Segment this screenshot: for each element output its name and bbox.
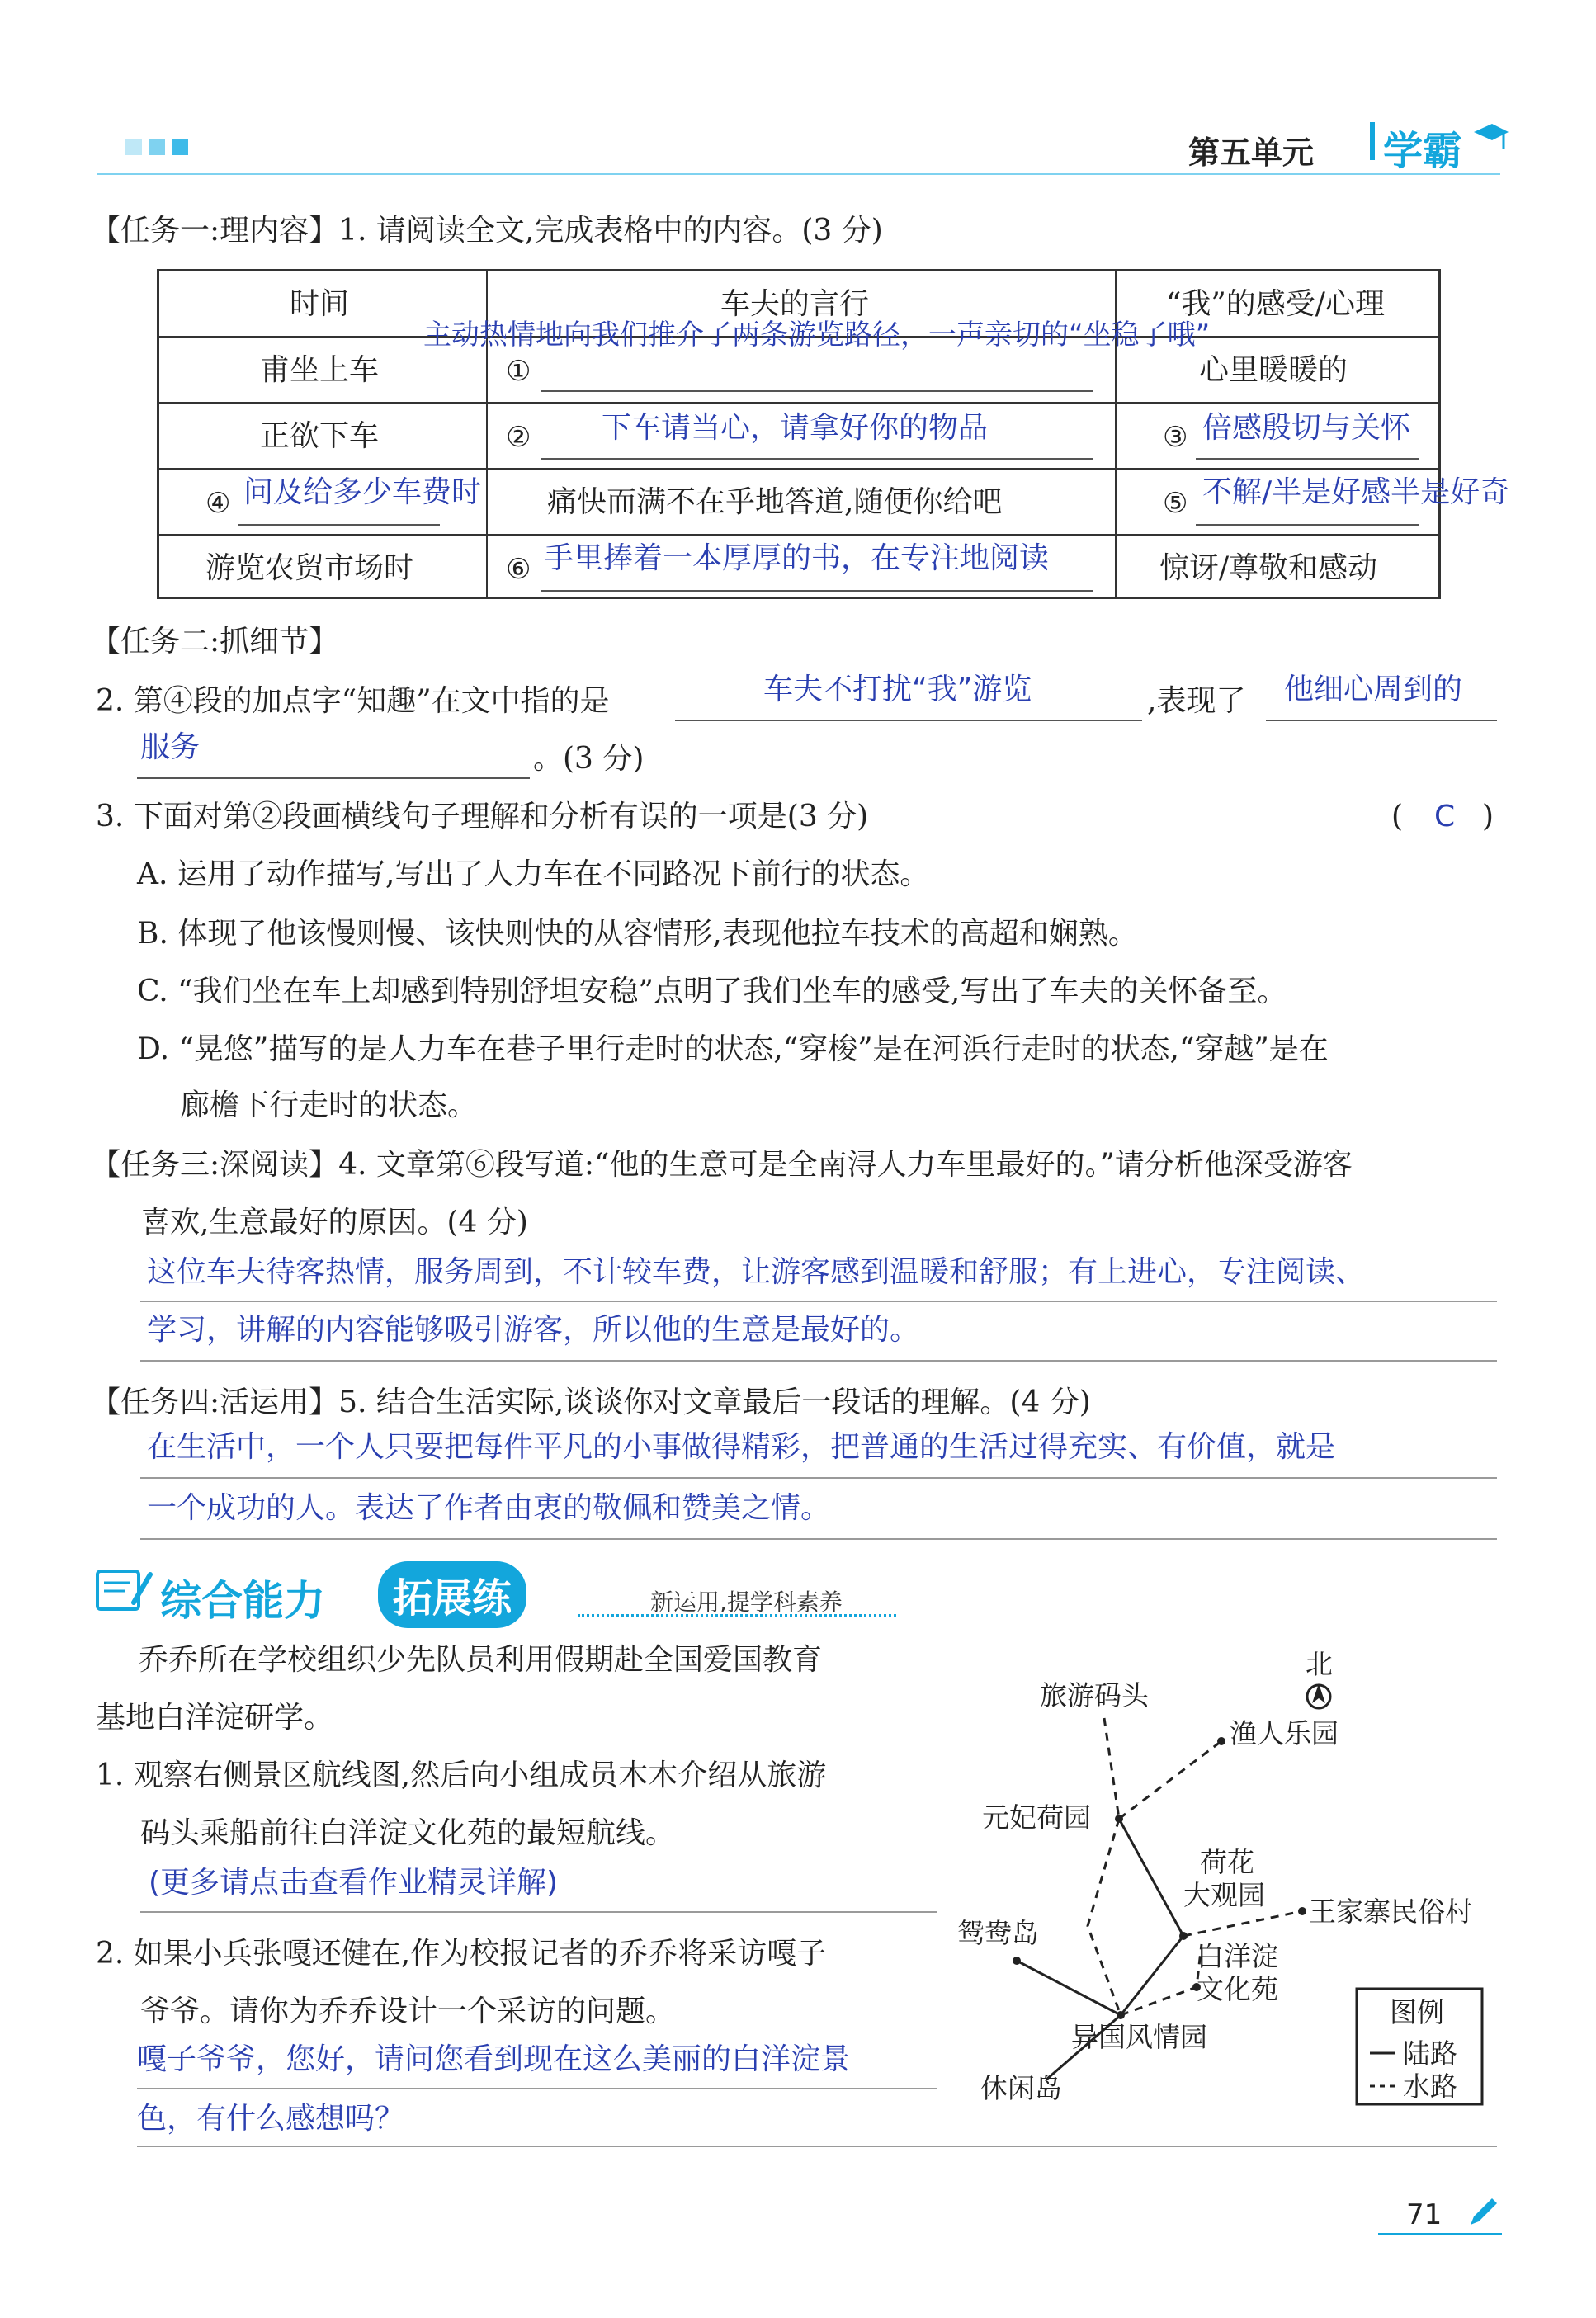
pencil-icon xyxy=(1466,2193,1502,2230)
task4-answer-rule1 xyxy=(140,1477,1497,1479)
task1-heading: 【任务一:理内容】1. 请阅读全文,完成表格中的内容。(3 分) xyxy=(91,214,883,248)
map-place-hehua-2: 大观园 xyxy=(1183,1879,1265,1911)
row2-marker: ② xyxy=(506,421,531,454)
q3-paren-open: ( xyxy=(1391,800,1404,833)
q3-answer: C xyxy=(1434,800,1456,833)
map-place-yuanyang: 鸳鸯岛 xyxy=(957,1917,1039,1949)
c-q2-answer-rule2 xyxy=(137,2146,1497,2147)
section-pill: 拓展练 xyxy=(378,1561,526,1628)
answer-2: 下车请当心，请拿好你的物品 xyxy=(602,411,989,445)
row2-time: 正欲下车 xyxy=(260,419,380,453)
row3-words: 痛快而满不在乎地答道,随便你给吧 xyxy=(547,485,1003,519)
q3-paren-close: ) xyxy=(1482,800,1494,833)
unit-title: 第五单元 xyxy=(1188,135,1315,171)
task4-question: 【任务四:活运用】5. 结合生活实际,谈谈你对文章最后一段话的理解。(4 分) xyxy=(91,1386,1091,1419)
section-tagline: 新运用,提学科素养 xyxy=(650,1589,843,1616)
map-legend-land: 陆路 xyxy=(1403,2037,1457,2070)
option-d-line1: D. “晃悠”描写的是人力车在巷子里行走时的状态,“穿梭”是在河浜行走时的状态,“穿越”是在 xyxy=(137,1032,1329,1066)
option-d-line2: 廊檐下行走时的状态。 xyxy=(180,1088,478,1122)
answer-5: 不解/半是好感半是好奇 xyxy=(1202,475,1510,509)
c-q1-answer-rule xyxy=(140,1911,937,1913)
q2-answer-a-line xyxy=(675,720,1142,721)
map-place-yuanfei: 元妃荷园 xyxy=(982,1801,1091,1834)
c-q2-line2: 爷爷。请你为乔乔设计一个采访的问题。 xyxy=(140,1995,676,2028)
task3-answer-rule1 xyxy=(140,1301,1497,1302)
header-decor-square xyxy=(172,139,188,155)
notebook-icon xyxy=(92,1565,155,1619)
c-q2-answer-line2: 色，有什么感想吗？ xyxy=(137,2102,405,2136)
task3-answer-line2: 学习，讲解的内容能够吸引游客，所以他的生意是最好的。 xyxy=(147,1313,920,1347)
row1-feeling: 心里暖暖的 xyxy=(1199,353,1348,387)
north-arrow-icon xyxy=(1307,1683,1330,1708)
task4-answer-line2: 一个成功的人。表达了作者由衷的敬佩和赞美之情。 xyxy=(147,1491,831,1525)
map-place-hehua-1: 荷花 xyxy=(1200,1846,1254,1878)
task3-question-line2: 喜欢,生意最好的原因。(4 分) xyxy=(140,1206,528,1239)
answer-5-line xyxy=(1196,524,1419,526)
row3-feeling-marker: ⑤ xyxy=(1163,487,1188,520)
row4-marker: ⑥ xyxy=(506,553,531,586)
task1-table xyxy=(157,269,1510,599)
task4-answer-line1: 在生活中，一个人只要把每件平凡的小事做得精彩，把普通的生活过得充实、有价值，就是 xyxy=(147,1430,1336,1464)
map-place-fisher: 渔人乐园 xyxy=(1230,1717,1339,1749)
map-place-wangjia: 王家寨民俗村 xyxy=(1309,1895,1472,1928)
q2-answer-b-line xyxy=(1266,720,1497,721)
map-place-dock: 旅游码头 xyxy=(1040,1679,1149,1711)
footer-rule xyxy=(1378,2233,1502,2235)
q2-answer-c-line xyxy=(137,777,530,779)
q2-score: 。(3 分) xyxy=(533,742,645,776)
q2-answer-b: 他细心周到的 xyxy=(1284,673,1463,706)
c-q1-line2: 码头乘船前往白洋淀文化苑的最短航线。 xyxy=(140,1816,676,1850)
answer-4: 问及给多少车费时 xyxy=(243,475,482,509)
col-header-time: 时间 xyxy=(290,287,350,321)
answer-1-line xyxy=(541,390,1093,392)
row1-marker: ① xyxy=(506,355,531,388)
answer-4-line xyxy=(238,524,440,526)
option-a: A. 运用了动作描写,写出了人力车在不同路况下前行的状态。 xyxy=(137,857,930,891)
intro-line2: 基地白洋淀研学。 xyxy=(96,1701,334,1735)
row4-time: 游览农贸市场时 xyxy=(205,551,414,585)
map-place-baiyang-2: 文化苑 xyxy=(1197,1973,1278,2005)
c-q2-answer-rule1 xyxy=(137,2088,937,2089)
option-b: B. 体现了他该慢则慢、该快则快的从容情形,表现他拉车技术的高超和娴熟。 xyxy=(137,917,1138,951)
task3-answer-rule2 xyxy=(140,1360,1497,1362)
brand-logo xyxy=(1370,117,1510,174)
row2-feeling-marker: ③ xyxy=(1163,421,1188,454)
task3-question-line1: 【任务三:深阅读】4. 文章第⑥段写道:“他的生意可是全南浔人力车里最好的。”请分析他深受游客 xyxy=(91,1148,1353,1182)
intro-line1: 乔乔所在学校组织少先队员利用假期赴全国爱国教育 xyxy=(139,1643,823,1677)
task4-answer-rule2 xyxy=(140,1538,1497,1540)
section-tagline-rule xyxy=(578,1614,896,1617)
option-c: C. “我们坐在车上却感到特别舒坦安稳”点明了我们坐车的感受,写出了车夫的关怀备至。 xyxy=(137,975,1287,1008)
c-q1-answer[interactable]: (更多请点击查看作业精灵详解) xyxy=(149,1866,559,1900)
row3-time-marker: ④ xyxy=(205,487,231,520)
map-north-label: 北 xyxy=(1306,1648,1333,1680)
map-place-baiyang-1: 白洋淀 xyxy=(1197,1940,1278,1972)
q2-answer-c: 服务 xyxy=(140,730,201,764)
answer-1: 主动热情地向我们推介了两条游览路径，一声亲切的“坐稳了哦” xyxy=(423,319,1211,352)
answer-6-line xyxy=(541,590,1093,592)
answer-3-line xyxy=(1196,458,1419,460)
task2-heading: 【任务二:抓细节】 xyxy=(91,625,339,659)
map-legend-water: 水路 xyxy=(1403,2070,1457,2103)
header-decor-square xyxy=(125,139,142,155)
section-title: 综合能力 xyxy=(160,1577,325,1625)
map-place-xiuxian: 休闲岛 xyxy=(980,2072,1062,2104)
c-q2-answer-line1: 嘎子爷爷，您好，请问您看到现在这么美丽的白洋淀景 xyxy=(137,2042,851,2076)
header-decor-square xyxy=(149,139,165,155)
q3-text: 3. 下面对第②段画横线句子理解和分析有误的一项是(3 分) xyxy=(96,800,869,833)
q2-text-mid: ,表现了 xyxy=(1147,684,1246,718)
page-number: 71 xyxy=(1406,2198,1443,2231)
header-rule xyxy=(97,173,1500,175)
answer-3: 倍感殷切与关怀 xyxy=(1202,411,1411,445)
c-q1-line1: 1. 观察右侧景区航线图,然后向小组成员木木介绍从旅游 xyxy=(96,1759,827,1792)
answer-2-line xyxy=(541,458,1093,460)
route-map xyxy=(957,1642,1518,2137)
brand-name: 学霸 xyxy=(1383,128,1463,174)
q2-answer-a: 车夫不打扰“我”游览 xyxy=(763,673,1032,706)
row1-time: 甫坐上车 xyxy=(260,353,380,387)
c-q2-line1: 2. 如果小兵张嘎还健在,作为校报记者的乔乔将采访嘎子 xyxy=(96,1937,827,1971)
map-legend-title: 图例 xyxy=(1390,1996,1444,2028)
graduation-cap-icon xyxy=(1472,120,1510,153)
answer-6: 手里捧着一本厚厚的书，在专注地阅读 xyxy=(544,541,1050,575)
col-header-words: 车夫的言行 xyxy=(720,287,870,321)
q2-text: 2. 第④段的加点字“知趣”在文中指的是 xyxy=(96,684,610,718)
task3-answer-line1: 这位车夫待客热情，服务周到，不计较车费，让游客感到温暖和舒服；有上进心，专注阅读、 xyxy=(147,1255,1366,1289)
col-header-feeling: “我”的感受/心理 xyxy=(1166,287,1385,321)
row4-feeling: 惊讶/尊敬和感动 xyxy=(1159,551,1378,585)
map-place-yiguo: 异国风情园 xyxy=(1071,2021,1207,2053)
